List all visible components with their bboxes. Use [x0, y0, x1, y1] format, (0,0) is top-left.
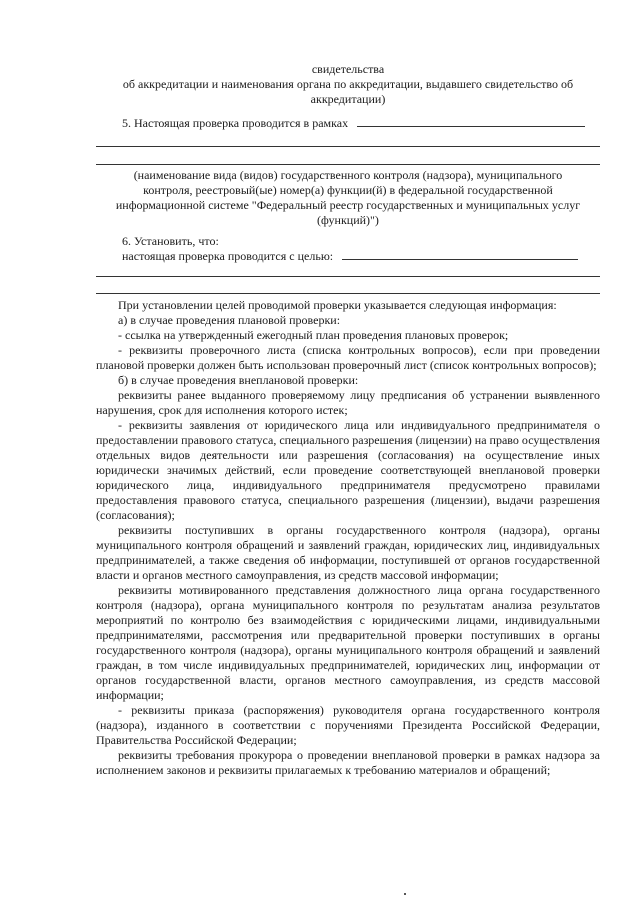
- header-line-3: аккредитации): [310, 92, 386, 106]
- paragraph-b2: - реквизиты заявления от юридического лица или индивидуального предпринимателя о предоставлении правового статуса, специального разрешения (лицензии) на право осуществления отдельных видов деятельности или разрешения (согласования) на осуществление иных юридически значимых действий, если проведение соответствующей внеплановой проверки юридического лица, индивидуального предпринимателя предусмотрено правилами предоставления правового статуса, специального разрешения (лицензии), выдачи разрешения (согласования);: [96, 418, 600, 522]
- item-5-text: 5. Настоящая проверка проводится в рамках: [122, 116, 349, 130]
- paragraph-b3: реквизиты поступивших в органы государственного контроля (надзора), органы муниципального контроля обращений и заявлений граждан, юридических лиц, индивидуальных предпринимателей, а также сведения об информации, поступившей от органов государственной власти и органов местного самоуправления, из средств массовой информации;: [96, 523, 600, 582]
- blank-line-4: [96, 293, 600, 294]
- control-caption: [96, 168, 600, 228]
- item-5: [122, 116, 600, 131]
- item-6: [122, 234, 600, 264]
- scan-speck: [404, 893, 406, 895]
- header-line-2: об аккредитации и наименования органа по аккредитации, выдавшего свидетельство об: [122, 77, 574, 91]
- paragraph-b1: реквизиты ранее выданного проверяемому лицу предписания об устранении выявленного нарушения, срок для исполнения которого истек;: [96, 388, 600, 417]
- item-6-fill-line: [342, 250, 578, 260]
- item-5-fill-line: [357, 117, 585, 127]
- paragraph-b6: реквизиты требования прокурора о проведении внеплановой проверки в рамках надзора за исполнением законов и реквизиты прилагаемых к требованию материалов и обращений;: [96, 748, 600, 777]
- paragraph-intro: При установлении целей проводимой проверки указывается следующая информация:: [118, 298, 557, 312]
- paragraph-b5: - реквизиты приказа (распоряжения) руководителя органа государственного контроля (надзора), изданного в соответствии с поручениями Президента Российской Федерации, Правительства Российской Федерации;: [96, 703, 600, 747]
- caption-line-3: информационной системе "Федеральный реестр государственных и муниципальных услуг: [115, 198, 581, 212]
- item-6-purpose: настоящая проверка проводится с целью:: [122, 249, 334, 263]
- paragraph-a2: - реквизиты проверочного листа (списка контрольных вопросов), если при проведении плановой проверки должен быть использован проверочный лист (список контрольных вопросов);: [96, 343, 600, 372]
- paragraph-b: б) в случае проведения внеплановой проверки:: [118, 373, 359, 387]
- blank-line-1: [96, 146, 600, 147]
- accreditation-header: [96, 62, 600, 107]
- blank-line-3: [96, 276, 600, 277]
- caption-line-4: (функций)"): [317, 213, 379, 227]
- paragraph-a1: - ссылка на утвержденный ежегодный план проведения плановых проверок;: [118, 328, 509, 342]
- caption-line-2: контроля, реестровый(ые) номер(а) функции(й) в федеральной государственной: [143, 183, 553, 197]
- paragraph-b4: реквизиты мотивированного представления должностного лица органа государственного контроля (надзора), органа муниципального контроля по результатам анализа результатов мероприятий по контролю без взаимодействия с юридическими лицами, индивидуальными предпринимателями, рассмотрения или предварительной проверки поступивших в органы государственного контроля (надзора), органы муниципального контроля обращений и заявлений граждан, в том числе индивидуальных предпринимателей, юридических лиц, информации от органов государственной власти, органов местного самоуправления, из средств массовой информации;: [96, 583, 600, 702]
- caption-line-1: (наименование вида (видов) государственного контроля (надзора), муниципального: [133, 168, 563, 182]
- document-body: [96, 298, 600, 778]
- blank-line-2: [96, 164, 600, 165]
- item-6-title: 6. Установить, что:: [122, 234, 219, 248]
- paragraph-a: а) в случае проведения плановой проверки:: [118, 313, 341, 327]
- header-line-1: свидетельства: [311, 62, 385, 76]
